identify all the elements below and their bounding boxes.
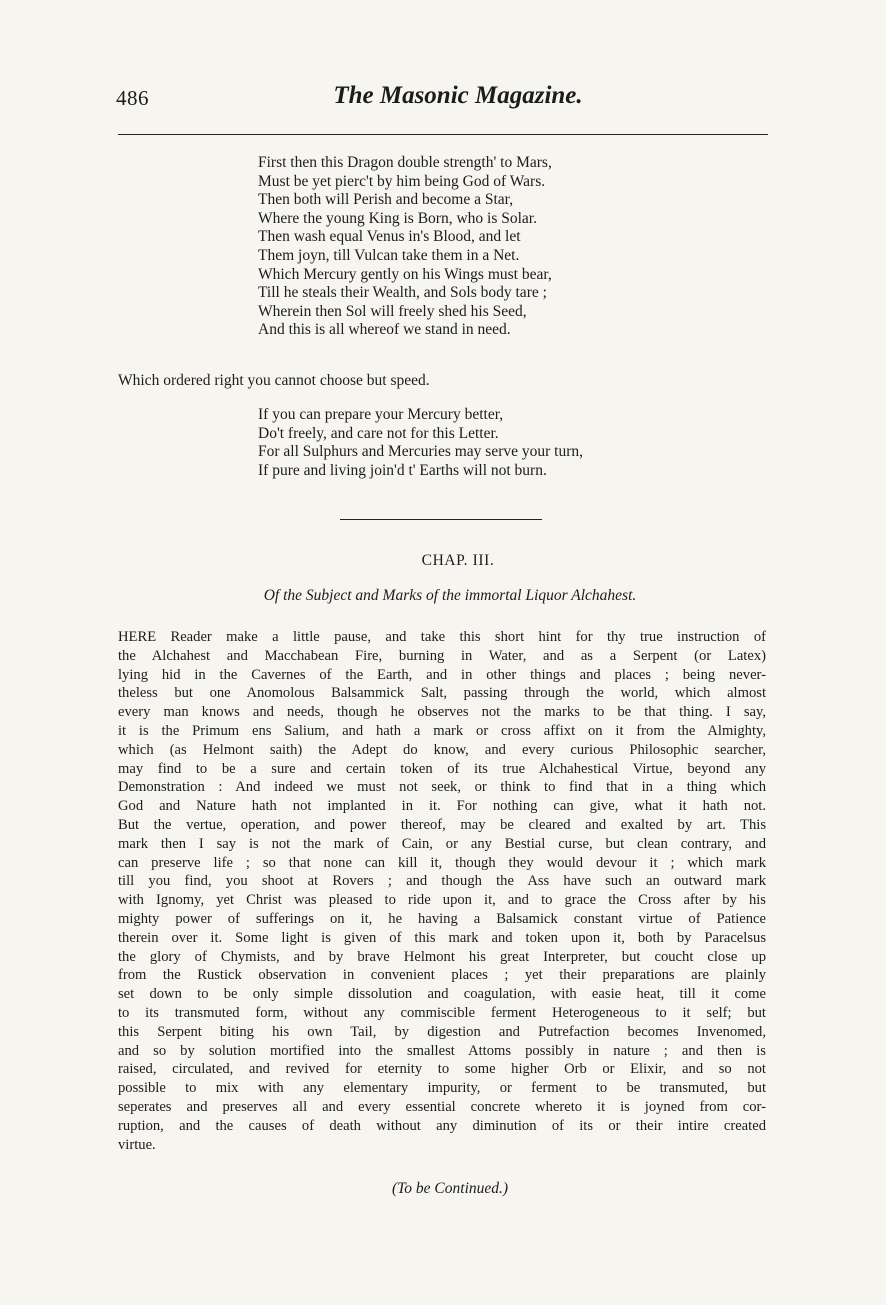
paragraph-line: theless but one Anomolous Balsammick Salt, passing through the world, which almost [118, 685, 766, 702]
paragraph-line: can preserve life ; so that none can kill it, though they would devour it ; which mark [118, 854, 766, 871]
verse-line: Them joyn, till Vulcan take them in a Net. [258, 246, 520, 264]
section-divider [340, 519, 542, 520]
verse-line: If pure and living join'd t' Earths will not burn. [258, 461, 547, 479]
paragraph-line: possible to mix with any elementary impurity, or ferment to be transmuted, but [118, 1080, 766, 1097]
paragraph-line: the Alchahest and Macchabean Fire, burning in Water, and as a Serpent (or Latex) [118, 647, 766, 664]
verse-line: Must be yet pierc't by him being God of Wars. [258, 172, 546, 190]
verse-line: If you can prepare your Mercury better, [258, 406, 504, 423]
verse-line: Do't freely, and care not for this Letter. [258, 424, 499, 442]
paragraph-line: virtue. [118, 1136, 156, 1153]
paragraph-line: to its transmuted form, without any commiscible ferment Heterogeneous to it self; but [118, 1004, 766, 1021]
paragraph-line: the glory of Chymists, and by brave Helmont his great Interpreter, but coucht close up [118, 948, 766, 965]
continued-note: (To be Continued.) [391, 1180, 509, 1197]
paragraph-line: and so by solution mortified into the smallest Attoms possibly in nature ; and then is [118, 1042, 766, 1059]
page-header [0, 0, 886, 140]
paragraph-line: seperates and preserves all and every essential concrete whereto it is joyned from cor- [118, 1098, 766, 1115]
paragraph-line: lying hid in the Cavernes of the Earth, and in other things and places ; being never- [118, 666, 766, 683]
paragraph-line: till you find, you shoot at Rovers ; and though the Ass have such an outward mark [118, 873, 766, 890]
chapter-heading: CHAP. III. [421, 552, 495, 569]
verse-line: Then wash equal Venus in's Blood, and let [258, 228, 521, 246]
verse-line: Then both will Perish and become a Star, [258, 191, 514, 209]
paragraph-line: this Serpent biting his own Tail, by digestion and Putrefaction becomes Invenomed, [118, 1023, 766, 1040]
paragraph-line: HERE Reader make a little pause, and take this short hint for thy true instruction of [118, 629, 766, 645]
verse-line: And this is all whereof we stand in need. [258, 321, 511, 339]
paragraph-line: may find to be a sure and certain token of its true Alchahestical Virtue, beyond any [118, 760, 766, 777]
paragraph-line: raised, circulated, and revived for eternity to some higher Orb or Elixir, and so not [118, 1061, 766, 1078]
verse-line: Which Mercury gently on his Wings must bear, [258, 265, 552, 283]
paragraph-line: ruption, and the causes of death without any diminution of its or their intire created [118, 1117, 766, 1134]
verse-line: Where the young King is Born, who is Solar. [258, 209, 537, 227]
paragraph-line: therein over it. Some light is given of this mark and token upon it, both by Paracelsus [118, 929, 766, 946]
paragraph-line: But the vertue, operation, and power thereof, may be cleared and exalted by art. This [118, 816, 766, 833]
running-title: The Masonic Magazine. [333, 82, 583, 109]
paragraph-line: mighty power of sufferings on it, he having a Balsamick constant virtue of Patience [118, 910, 766, 927]
chapter-subtitle: Of the Subject and Marks of the immortal Liquor Alchahest. [263, 587, 637, 604]
verse-line: First then this Dragon double strength' to Mars, [258, 154, 552, 171]
paragraph-line: every man knows and needs, though he observes not the marks to be that thing. I say, [118, 704, 766, 721]
paragraph-line: from the Rustick observation in convenient places ; yet their preparations are plainly [118, 967, 766, 984]
single-verse-line: Which ordered right you cannot choose but speed. [118, 372, 430, 389]
paragraph-line: God and Nature hath not implanted in it. For nothing can give, what it hath not. [118, 798, 766, 815]
page-number: 486 [116, 86, 149, 110]
header-rule [118, 134, 768, 135]
paragraph-line: which (as Helmont saith) the Adept do know, and every curious Philosophic searcher, [118, 741, 766, 758]
body-paragraph [118, 628, 766, 1154]
paragraph-line: set down to be only simple dissolution and coagulation, with easie heat, till it come [118, 986, 766, 1003]
paragraph-line: it is the Primum ens Salium, and hath a mark or cross affixt on it from the Almighty, [118, 722, 766, 739]
verse-block-1 [258, 154, 552, 340]
paragraph-line: with Ignomy, yet Christ was pleased to ride upon it, and to grace the Cross after by his [118, 892, 766, 909]
verse-line: For all Sulphurs and Mercuries may serve your turn, [258, 443, 584, 461]
verse-block-2 [258, 406, 583, 480]
verse-line: Till he steals their Wealth, and Sols body tare ; [258, 284, 547, 302]
verse-line: Wherein then Sol will freely shed his Seed, [258, 302, 527, 320]
paragraph-line: mark then I say is not the mark of Cain, or any Bestial curse, but clean contrary, and [118, 835, 766, 852]
paragraph-line: Demonstration : And indeed we must not seek, or think to find that in a thing which [118, 779, 766, 796]
